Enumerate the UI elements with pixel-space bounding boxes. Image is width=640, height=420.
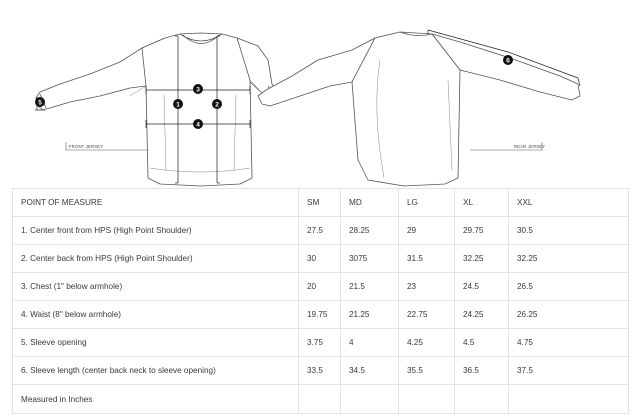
cell-lg: 35.5 (399, 357, 455, 385)
row-label: 3. Chest (1" below armhole) (13, 273, 299, 301)
row-label: 4. Waist (8" below armhole) (13, 301, 299, 329)
marker-3 (193, 84, 203, 94)
cell-sm: 19.75 (299, 301, 341, 329)
cell-xl: 36.5 (455, 357, 509, 385)
rear-callout (470, 142, 545, 150)
empty-cell (299, 385, 341, 414)
table-footer-row (13, 385, 629, 414)
header-sm: SM (299, 189, 341, 217)
header-xxl: XXL (509, 189, 629, 217)
measurement-table (12, 188, 629, 414)
table-row (13, 329, 629, 357)
empty-cell (399, 385, 455, 414)
cell-md: 4 (341, 329, 399, 357)
cell-xxl: 32.25 (509, 245, 629, 273)
table-row (13, 273, 629, 301)
table-row (13, 245, 629, 273)
cell-xxl: 26.5 (509, 273, 629, 301)
front-callout (66, 142, 148, 150)
footer-note: Measured in Inches (13, 385, 299, 414)
header-point-of-measure: POINT OF MEASURE (13, 189, 299, 217)
marker-6 (503, 55, 513, 65)
marker-4 (193, 119, 203, 129)
front-jersey-label: FRONT JERSEY (69, 144, 104, 149)
rear-jersey-drawing (258, 32, 580, 186)
cell-xl: 24.5 (455, 273, 509, 301)
table-header-row (13, 189, 629, 217)
row-label: 1. Center front from HPS (High Point Shoulder) (13, 217, 299, 245)
cell-lg: 29 (399, 217, 455, 245)
jersey-illustration (0, 0, 640, 188)
cell-xl: 29.75 (455, 217, 509, 245)
empty-cell (455, 385, 509, 414)
cell-md: 3075 (341, 245, 399, 273)
empty-cell (509, 385, 629, 414)
cell-xxl: 37.5 (509, 357, 629, 385)
cell-sm: 30 (299, 245, 341, 273)
svg-text:4: 4 (196, 121, 200, 129)
cell-md: 34.5 (341, 357, 399, 385)
cell-xxl: 30.5 (509, 217, 629, 245)
empty-cell (341, 385, 399, 414)
cell-lg: 23 (399, 273, 455, 301)
cell-md: 21.5 (341, 273, 399, 301)
cell-lg: 22.75 (399, 301, 455, 329)
cell-lg: 4.25 (399, 329, 455, 357)
rear-jersey-label: REAR JERSEY (514, 144, 546, 149)
cell-xl: 32.25 (455, 245, 509, 273)
cell-xl: 4.5 (455, 329, 509, 357)
marker-5 (35, 97, 45, 107)
cell-sm: 20 (299, 273, 341, 301)
cell-md: 21.25 (341, 301, 399, 329)
table-row (13, 301, 629, 329)
table-row (13, 357, 629, 385)
cell-md: 28.25 (341, 217, 399, 245)
marker-1 (173, 99, 183, 109)
svg-text:6: 6 (506, 57, 510, 65)
marker-2 (212, 99, 222, 109)
front-jersey-drawing (36, 33, 276, 186)
row-label: 2. Center back from HPS (High Point Shoulder) (13, 245, 299, 273)
header-xl: XL (455, 189, 509, 217)
cell-xl: 24.25 (455, 301, 509, 329)
cell-lg: 31.5 (399, 245, 455, 273)
cell-sm: 27.5 (299, 217, 341, 245)
svg-text:1: 1 (176, 101, 180, 109)
row-label: 5. Sleeve opening (13, 329, 299, 357)
row-label: 6. Sleeve length (center back neck to sleeve opening) (13, 357, 299, 385)
svg-text:3: 3 (196, 86, 200, 94)
cell-xxl: 4.75 (509, 329, 629, 357)
cell-sm: 3.75 (299, 329, 341, 357)
cell-xxl: 26.25 (509, 301, 629, 329)
header-md: MD (341, 189, 399, 217)
table-row (13, 217, 629, 245)
header-lg: LG (399, 189, 455, 217)
svg-text:5: 5 (38, 99, 42, 107)
svg-text:2: 2 (215, 101, 219, 109)
cell-sm: 33.5 (299, 357, 341, 385)
